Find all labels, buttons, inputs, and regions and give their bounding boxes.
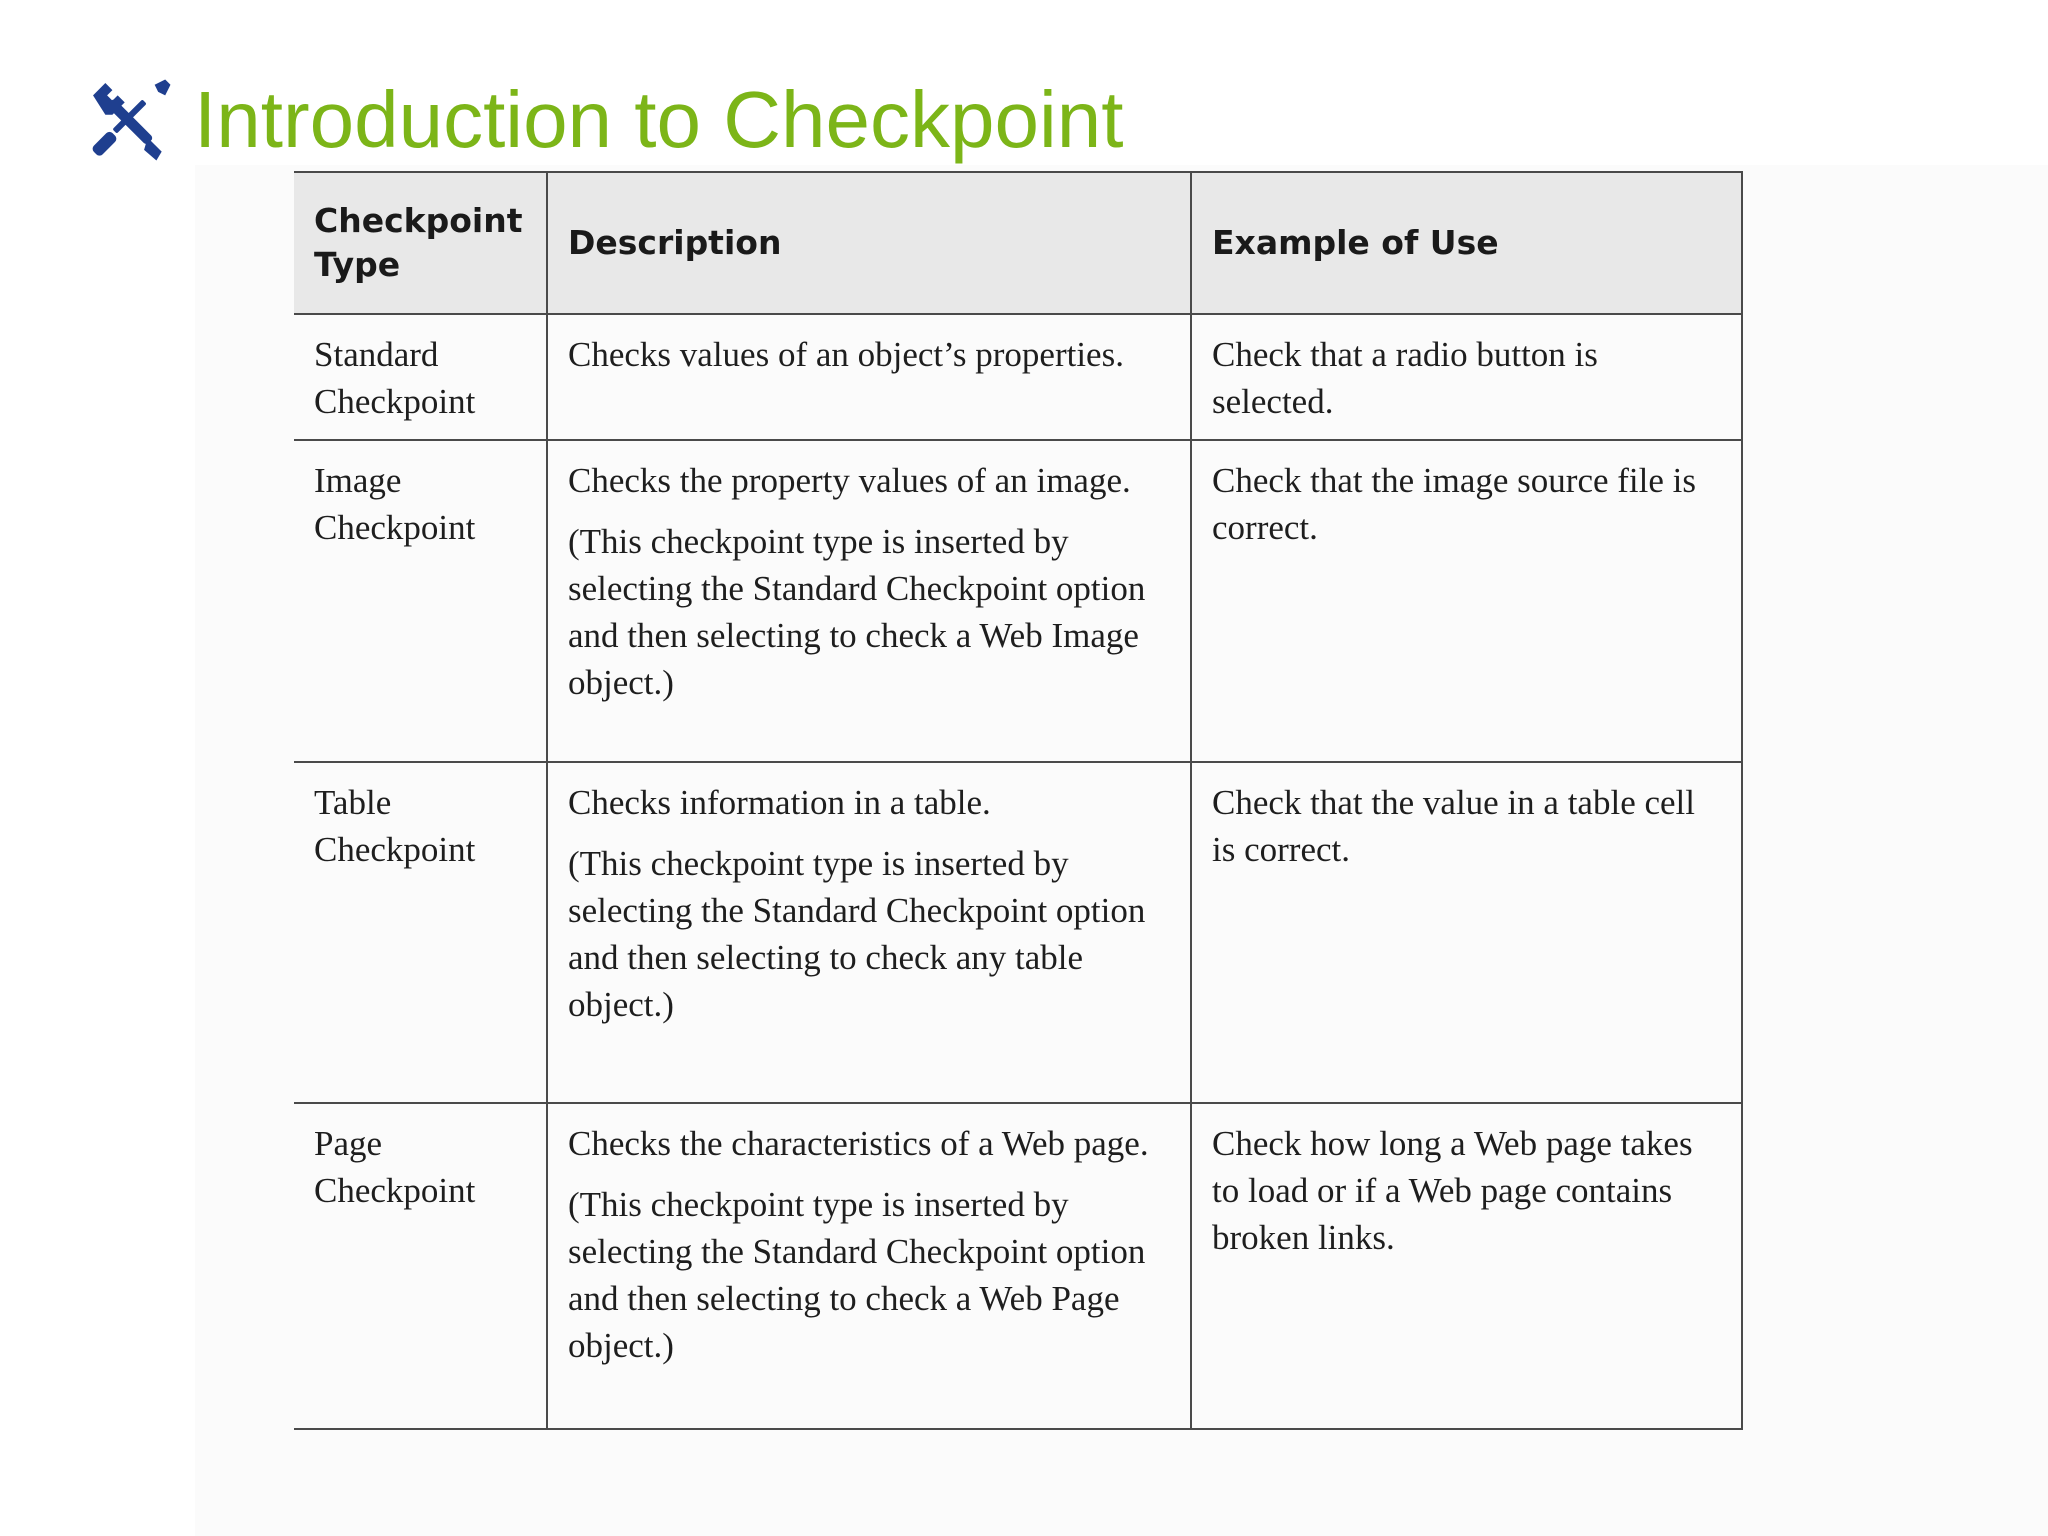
table-row (294, 762, 1742, 1103)
checkpoint-table (294, 171, 1743, 1430)
column-header-description: Description (547, 172, 1191, 314)
example-cell: Check that the value in a table cell is correct. (1191, 762, 1742, 1103)
description-text: Checks the characteristics of a Web page. (568, 1124, 1149, 1163)
checkpoint-type-cell: Standard Checkpoint (294, 314, 547, 440)
description-text: Checks information in a table. (568, 783, 991, 822)
description-note: (This checkpoint type is inserted by selecting the Standard Checkpoint option and then selecting to check a Web Image object.) (568, 522, 1146, 702)
description-text: Checks the property values of an image. (568, 461, 1131, 500)
table-header-row (294, 172, 1742, 314)
column-header-example: Example of Use (1191, 172, 1742, 314)
checkpoint-type-cell: Table Checkpoint (294, 762, 547, 1103)
example-cell: Check how long a Web page takes to load or if a Web page contains broken links. (1191, 1103, 1742, 1429)
description-cell (547, 314, 1191, 440)
example-cell: Check that the image source file is correct. (1191, 440, 1742, 762)
table-row (294, 314, 1742, 440)
description-note: (This checkpoint type is inserted by selecting the Standard Checkpoint option and then selecting to check any table object.) (568, 844, 1146, 1024)
table-row (294, 440, 1742, 762)
checkpoint-type-cell: Page Checkpoint (294, 1103, 547, 1429)
example-cell: Check that a radio button is selected. (1191, 314, 1742, 440)
description-cell (547, 762, 1191, 1103)
table-row (294, 1103, 1742, 1429)
description-cell (547, 1103, 1191, 1429)
tools-icon (86, 76, 174, 164)
column-header-checkpoint-type: Checkpoint Type (294, 172, 547, 314)
checkpoint-type-cell: Image Checkpoint (294, 440, 547, 762)
slide-title: Introduction to Checkpoint (194, 75, 1124, 164)
description-cell (547, 440, 1191, 762)
description-text: Checks values of an object’s properties. (568, 335, 1124, 374)
description-note: (This checkpoint type is inserted by selecting the Standard Checkpoint option and then selecting to check a Web Page object.) (568, 1185, 1146, 1365)
slide-header (86, 70, 1123, 170)
